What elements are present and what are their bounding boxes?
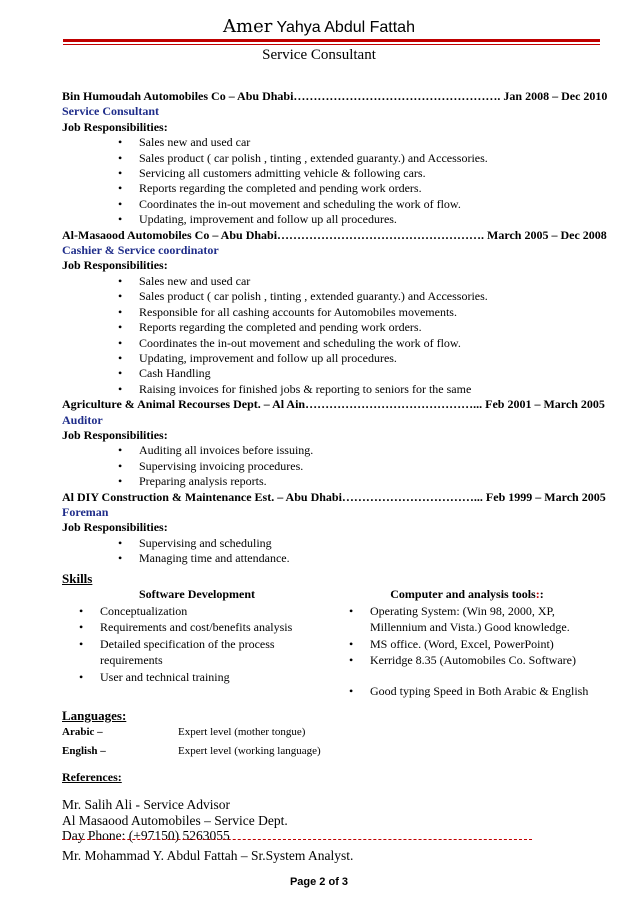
computer-skills — [332, 586, 602, 699]
skill-item: • Conceptualization — [79, 603, 332, 620]
duty-item: • Managing time and attendance. — [118, 551, 602, 566]
job-period: . Feb 2001 – March 2005 — [479, 397, 605, 412]
reference-block — [62, 797, 602, 844]
language-row — [62, 742, 602, 761]
job-title: Service Consultant — [262, 47, 376, 63]
job-heading — [62, 489, 606, 505]
language-row — [62, 723, 602, 742]
job-period: . Feb 1999 – March 2005 — [479, 489, 606, 504]
software-skills-heading: Software Development — [138, 587, 256, 601]
software-skills — [62, 586, 332, 699]
duties-list — [118, 536, 602, 567]
computer-skills-heading-tail: : — [535, 587, 540, 601]
computer-skills-heading: Computer and analysis tools:: — [390, 587, 544, 601]
header-rule-thick — [63, 39, 600, 42]
computer-skills-heading-main: Computer and analysis tools — [390, 587, 536, 601]
software-skills-list — [79, 603, 332, 686]
job-role: Auditor — [62, 412, 103, 427]
skill-item: • Detailed specification of the process requirements — [79, 636, 332, 669]
duty-item: • Responsible for all cashing accounts for Automobiles movements. — [118, 305, 602, 320]
header-rule-thin — [63, 44, 600, 45]
duty-item: • Sales product ( car polish , tinting , extended guaranty.) and Accessories. — [118, 289, 602, 304]
duty-item: • Servicing all customers admitting vehicle & following cars. — [118, 166, 602, 181]
duties-list — [118, 443, 602, 489]
name-rest: Yahya Abdul Fattah — [272, 19, 415, 36]
job-entry — [62, 397, 605, 489]
duties-list — [118, 274, 602, 397]
duty-item: • Reports regarding the completed and pending work orders. — [118, 320, 602, 335]
responsibilities-label: Job Responsibilities: — [62, 520, 168, 535]
duty-item: • Auditing all invoices before issuing. — [118, 443, 602, 458]
duty-item: • Sales new and used car — [118, 135, 602, 150]
job-employer: Al DIY Construction & Maintenance Est. – Abu Dhabi…………………………….. — [62, 489, 480, 504]
duty-item: • Updating, improvement and follow up all procedures. — [118, 351, 602, 366]
duty-item: • Preparing analysis reports. — [118, 474, 602, 489]
skill-item: • User and technical training — [79, 669, 332, 686]
job-heading — [62, 397, 605, 412]
job-employer: Al-Masaood Automobiles Co – Abu Dhabi…………………………………………… — [62, 227, 482, 242]
job-entry — [62, 89, 608, 228]
job-entry — [62, 489, 606, 567]
duties-list — [118, 135, 602, 227]
duty-item: • Raising invoices for finished jobs & reporting to seniors for the same — [118, 382, 602, 397]
skill-item: • Requirements and cost/benefits analysis — [79, 619, 332, 636]
duty-item: • Cash Handling — [118, 366, 602, 381]
reference-line: Day Phone: (+97150) 5263055 — [62, 828, 230, 844]
language-level: Expert level (working language) — [178, 745, 321, 757]
language-name: English – — [62, 745, 106, 757]
duty-item: • Sales new and used car — [118, 274, 602, 289]
name-first: Amer — [223, 16, 273, 37]
duty-item: • Coordinates the in-out movement and scheduling the work of flow. — [118, 336, 602, 351]
reference-line: Al Masaood Automobiles – Service Dept. — [62, 812, 288, 828]
job-heading — [62, 227, 607, 243]
reference-line: Mr. Mohammad Y. Abdul Fattah – Sr.System Analyst. — [62, 848, 354, 863]
duty-item: • Updating, improvement and follow up all procedures. — [118, 212, 602, 227]
candidate-name — [0, 16, 638, 37]
job-period: . Jan 2008 – Dec 2010 — [497, 89, 608, 103]
computer-skills-extra — [349, 683, 602, 700]
job-employer: Agriculture & Animal Recourses Dept. – Al Ain…………………………………….. — [62, 397, 480, 412]
responsibilities-label: Job Responsibilities: — [62, 258, 168, 273]
duty-item: • Sales product ( car polish , tinting , extended guaranty.) and Accessories. — [118, 151, 602, 166]
language-level: Expert level (mother tongue) — [178, 726, 306, 738]
language-name: Arabic – — [62, 726, 103, 738]
computer-skills-list — [349, 603, 602, 669]
skill-item: • Operating System: (Win 98, 2000, XP, Millennium and Vista.) Good knowledge. — [349, 603, 602, 636]
duty-item: • Reports regarding the completed and pending work orders. — [118, 181, 602, 196]
responsibilities-label: Job Responsibilities: — [62, 119, 168, 134]
job-employer: Bin Humoudah Automobiles Co – Abu Dhabi…………………………………………… — [62, 89, 498, 103]
skill-item: • MS office. (Word, Excel, PowerPoint) — [349, 636, 602, 653]
languages-heading: Languages: — [62, 708, 127, 723]
skills-heading: Skills — [62, 570, 93, 586]
job-period: . March 2005 – Dec 2008 — [481, 227, 607, 242]
reference-divider — [62, 839, 532, 840]
page-number: Page 2 of 3 — [289, 876, 349, 888]
job-heading — [62, 89, 608, 104]
references-heading: References: — [62, 770, 122, 784]
duty-item: • Coordinates the in-out movement and scheduling the work of flow. — [118, 197, 602, 212]
job-role: Service Consultant — [62, 104, 159, 119]
duty-item: • Supervising and scheduling — [118, 536, 602, 551]
reference-line: Mr. Salih Ali - Service Advisor — [62, 797, 230, 813]
job-entry — [62, 227, 607, 397]
job-role: Foreman — [62, 504, 109, 519]
skill-item: • Kerridge 8.35 (Automobiles Co. Software) — [349, 652, 602, 669]
skill-item: • Good typing Speed in Both Arabic & English — [349, 683, 602, 700]
job-role: Cashier & Service coordinator — [62, 243, 219, 258]
duty-item: • Supervising invoicing procedures. — [118, 459, 602, 474]
responsibilities-label: Job Responsibilities: — [62, 427, 168, 442]
skills-columns — [62, 586, 602, 699]
resume-body — [62, 89, 608, 844]
